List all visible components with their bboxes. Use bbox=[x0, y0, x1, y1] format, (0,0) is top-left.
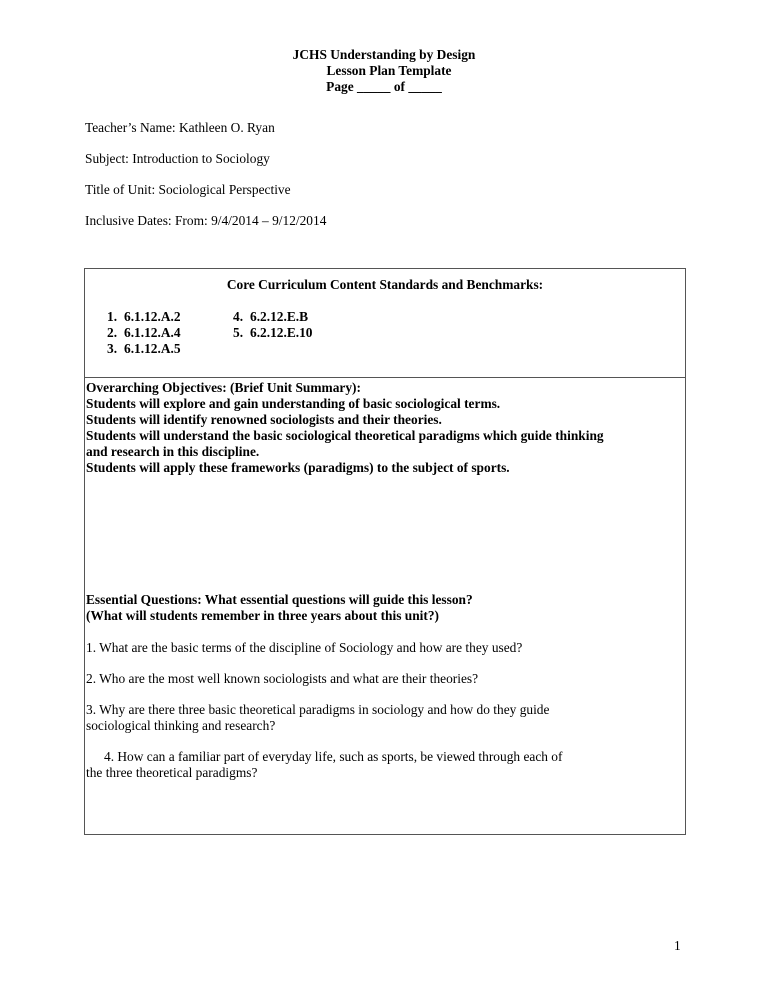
teacher-name: Teacher’s Name: Kathleen O. Ryan bbox=[85, 120, 275, 135]
inclusive-dates: Inclusive Dates: From: 9/4/2014 – 9/12/2014 bbox=[85, 213, 327, 228]
question-2: 2. Who are the most well known sociologists and what are their theories? bbox=[86, 671, 479, 686]
school-title: JCHS Understanding by Design bbox=[292, 47, 476, 62]
question-3-line: 3. Why are there three basic theoretical paradigms in sociology and how do they guide bbox=[86, 702, 550, 717]
page-number: 1 bbox=[674, 938, 681, 953]
question-3 bbox=[86, 702, 671, 734]
question-4-line: 4. How can a familiar part of everyday life, such as sports, be viewed through each of bbox=[104, 749, 563, 764]
standards-box bbox=[84, 268, 686, 378]
objective-line: and research in this discipline. bbox=[86, 444, 260, 459]
objective-line: Students will explore and gain understanding of basic sociological terms. bbox=[86, 396, 501, 411]
objective-line: Students will identify renowned sociologists and their theories. bbox=[86, 412, 442, 427]
eq-heading-line: (What will students remember in three years about this unit?) bbox=[86, 608, 439, 623]
question-1: 1. What are the basic terms of the discipline of Sociology and how are they used? bbox=[86, 640, 523, 655]
objectives-box bbox=[84, 378, 686, 835]
standard-item: 1. 6.1.12.A.2 bbox=[107, 309, 181, 324]
question-4-line: the three theoretical paradigms? bbox=[86, 765, 258, 780]
template-title: Lesson Plan Template bbox=[326, 63, 452, 78]
objective-line: Students will apply these frameworks (paradigms) to the subject of sports. bbox=[86, 460, 510, 475]
document-header bbox=[0, 47, 768, 95]
question-3-line: sociological thinking and research? bbox=[86, 718, 276, 733]
subject: Subject: Introduction to Sociology bbox=[85, 151, 270, 166]
standards-list-right bbox=[233, 309, 313, 341]
objectives-heading: Overarching Objectives: (Brief Unit Summary): bbox=[86, 380, 361, 395]
eq-heading-line: Essential Questions: What essential questions will guide this lesson? bbox=[86, 592, 473, 607]
standards-list-left bbox=[107, 309, 181, 357]
objectives-section bbox=[86, 380, 684, 476]
standard-item: 5. 6.2.12.E.10 bbox=[233, 325, 313, 340]
standard-item: 3. 6.1.12.A.5 bbox=[107, 341, 181, 356]
standards-title: Core Curriculum Content Standards and Benchmarks: bbox=[226, 277, 544, 292]
unit-title: Title of Unit: Sociological Perspective bbox=[85, 182, 291, 197]
standard-item: 2. 6.1.12.A.4 bbox=[107, 325, 181, 340]
page-line: Page _____ of _____ bbox=[326, 79, 442, 94]
standard-item: 4. 6.2.12.E.B bbox=[233, 309, 309, 324]
question-4 bbox=[86, 749, 671, 781]
objective-line: Students will understand the basic sociological theoretical paradigms which guide thinking bbox=[86, 428, 604, 443]
essential-questions-heading bbox=[86, 592, 473, 624]
